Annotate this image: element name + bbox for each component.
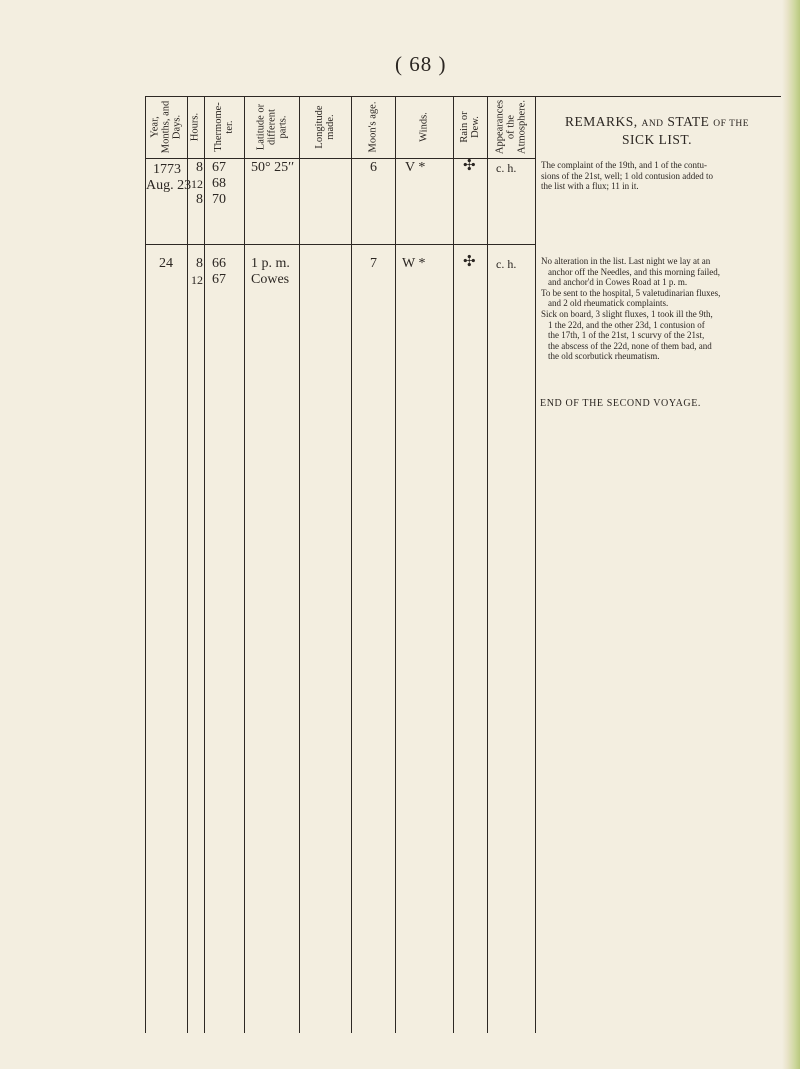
column-rule	[244, 96, 245, 1033]
wind-cell: W *	[402, 256, 426, 271]
column-rule	[535, 96, 536, 1033]
header-year-months-days: Year, Months, and Days.	[149, 100, 183, 154]
column-rule	[299, 96, 300, 1033]
moon-age-cell: 7	[370, 256, 377, 271]
column-rule	[351, 96, 352, 1033]
wind-cell: V *	[405, 160, 426, 175]
weather-log-table	[145, 96, 781, 1033]
column-rule	[145, 96, 146, 1033]
header-hours: Hours.	[189, 112, 201, 142]
column-rule	[187, 96, 188, 1033]
moon-age-cell: 6	[370, 160, 377, 175]
page-number: ( 68 )	[395, 52, 447, 76]
page-edge	[782, 0, 800, 1069]
atmosphere-cell: c. h.	[496, 161, 517, 175]
column-rule	[204, 96, 205, 1033]
hours-cell: 8	[196, 256, 203, 271]
thermometer-cell: 66	[212, 256, 226, 271]
date-cell: Aug. 23	[146, 178, 192, 193]
remarks-cell: No alteration in the list. Last night we lay at an anchor off the Needles, and this morning failed, and anchor'd in Cowes Road at 1 p. m. To be sent to the hospital, 5 valetudinarian fluxes, and 2 old rheumatick complaints. Sick on board, 3 slight fluxes, 1 took ill the 9th, 1 the 22d, and the other 23d, 1 contusion of the 17th, 1 of the 21st, 1 scurvy of the 21st, the abscess of the 22d, none of them bad, and the old scorbutick rheumatism.	[541, 256, 721, 362]
header-moon-age: Moon's age.	[367, 101, 379, 153]
thermometer-cell: 67	[212, 272, 226, 287]
table-top-rule	[145, 96, 781, 97]
column-rule	[395, 96, 396, 1033]
latitude-cell: Cowes	[251, 272, 290, 287]
header-winds: Winds.	[418, 112, 430, 142]
header-thermometer: Thermome- ter.	[213, 102, 235, 152]
atmosphere-cell: c. h.	[496, 257, 517, 271]
thermometer-cell: 68	[212, 176, 226, 191]
remarks-header: REMARKS, AND STATE OF THE SICK LIST.	[564, 114, 750, 147]
column-rule	[453, 96, 454, 1033]
header-latitude: Latitude or different parts.	[255, 103, 289, 151]
rain-symbol: ✣	[463, 158, 476, 174]
remarks-cell: The complaint of the 19th, and 1 of the contu- sions of the 21st, well; 1 old contusion added to the list with a flux; 11 in it.	[541, 160, 713, 192]
hours-cell: 8	[196, 160, 203, 175]
latitude-cell: 50° 25′′	[251, 160, 295, 175]
header-appearances: Appearances of the Atmosphere.	[494, 99, 528, 155]
column-rule	[487, 96, 488, 1033]
hours-cell: 12	[191, 177, 203, 191]
thermometer-cell: 67	[212, 160, 226, 175]
hours-cell: 8	[196, 192, 203, 207]
latitude-cell: 1 p. m.	[251, 256, 290, 271]
thermometer-cell: 70	[212, 192, 226, 207]
header-longitude: Longitude made.	[314, 105, 336, 149]
header-rain-dew: Rain or Dew.	[459, 111, 481, 143]
year-cell: 1773	[153, 162, 181, 177]
end-of-voyage-note: END OF THE SECOND VOYAGE.	[540, 398, 702, 409]
rain-symbol: ✣	[463, 254, 476, 270]
hours-cell: 12	[191, 273, 203, 287]
date-cell: 24	[159, 256, 173, 271]
